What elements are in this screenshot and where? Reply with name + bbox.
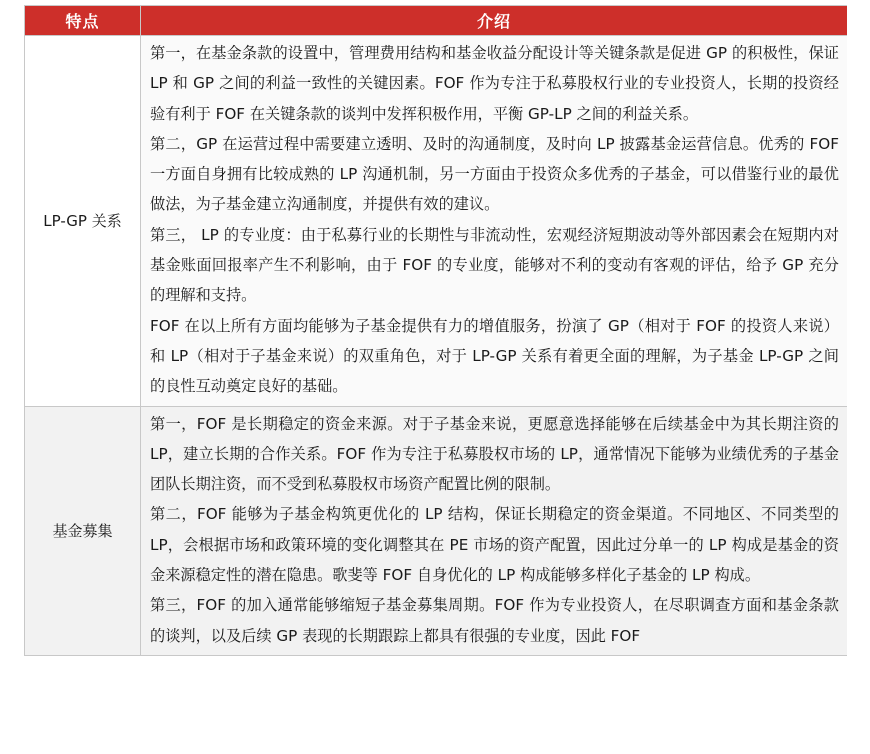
feature-cell-lp-gp: LP-GP 关系 [25, 36, 141, 407]
paragraph: 第三， LP 的专业度：由于私募行业的长期性与非流动性，宏观经济短期波动等外部因素会在短期内对基金账面回报率产生不利影响，由于 FOF 的专业度，能够对不利的变动有客观的评估，给予 GP 充分的理解和支持。 [150, 225, 839, 305]
paragraph: 第三，FOF 的加入通常能够缩短子基金募集周期。FOF 作为专业投资人，在尽职调查方面和基金条款的谈判，以及后续 GP 表现的长期跟踪上都具有很强的专业度，因此 FOF [150, 596, 839, 645]
paragraph: FOF 在以上所有方面均能够为子基金提供有力的增值服务，扮演了 GP（相对于 FOF 的投资人来说）和 LP（相对于子基金来说）的双重角色，对于 LP-GP 关系有着更全面的理解，为子基金 LP-GP 之间的良性互动奠定良好的基础。 [150, 316, 839, 396]
feature-cell-fundraising: 基金募集 [25, 406, 141, 655]
header-feature: 特点 [25, 6, 141, 36]
paragraph: 第二，GP 在运营过程中需要建立透明、及时的沟通制度，及时向 LP 披露基金运营信息。优秀的 FOF 一方面自身拥有比较成熟的 LP 沟通机制，另一方面由于投资众多优秀的子基金，可以借鉴行业的最优做法，为子基金建立沟通制度，并提供有效的建议。 [150, 134, 839, 214]
feature-table [24, 5, 847, 656]
feature-table-container [24, 5, 847, 754]
paragraph: 第一，FOF 是长期稳定的资金来源。对于子基金来说，更愿意选择能够在后续基金中为其长期注资的 LP，建立长期的合作关系。FOF 作为专注于私募股权市场的 LP，通常情况下能够为业绩优秀的子基金团队长期注资，而不受到私募股权市场资产配置比例的限制。 [150, 414, 839, 494]
content-cell-fundraising [141, 406, 848, 655]
paragraph: 第二，FOF 能够为子基金构筑更优化的 LP 结构，保证长期稳定的资金渠道。不同地区、不同类型的 LP，会根据市场和政策环境的变化调整其在 PE 市场的资产配置，因此过分单一的 LP 构成是基金的资金来源稳定性的潜在隐患。歌斐等 FOF 自身优化的 LP 构成能够多样化子基金的 LP 构成。 [150, 505, 839, 585]
table-header-row [25, 6, 848, 36]
table-row [25, 36, 848, 407]
paragraph: 第一，在基金条款的设置中，管理费用结构和基金收益分配设计等关键条款是促进 GP 的积极性，保证 LP 和 GP 之间的利益一致性的关键因素。FOF 作为专注于私募股权行业的专业投资人，长期的投资经验有利于 FOF 在关键条款的谈判中发挥积极作用，平衡 GP-LP 之间的利益关系。 [150, 44, 839, 123]
header-introduction: 介绍 [141, 6, 848, 36]
content-cell-lp-gp [141, 36, 848, 407]
table-row [25, 406, 848, 655]
